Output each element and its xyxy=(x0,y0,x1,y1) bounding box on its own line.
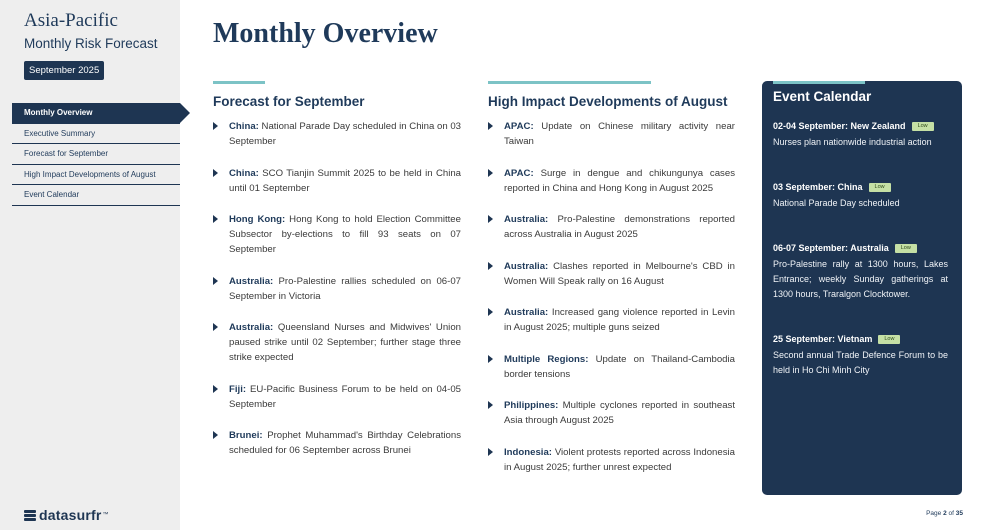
risk-level-badge: Low xyxy=(895,244,917,253)
list-item xyxy=(488,305,735,335)
calendar-event xyxy=(773,243,948,302)
event-description: National Parade Day scheduled xyxy=(773,198,900,208)
nav-item-event-calendar[interactable]: Event Calendar xyxy=(12,185,180,206)
risk-level-badge: Low xyxy=(869,183,891,192)
forecast-list xyxy=(213,119,461,458)
item-text: SCO Tianjin Summit 2025 to be held in China until 01 September xyxy=(229,167,462,194)
list-item xyxy=(213,428,461,458)
accent-bar xyxy=(488,81,651,84)
bullet-arrow-icon xyxy=(213,385,218,393)
bullet-arrow-icon xyxy=(488,308,493,316)
risk-level-badge: Low xyxy=(878,335,900,344)
risk-level-badge: Low xyxy=(912,122,934,131)
item-text: Clashes reported in Melbourne's CBD in Women Will Speak rally on 16 August xyxy=(504,260,735,287)
item-text: Prophet Muhammad's Birthday Celebrations scheduled for 06 September across Brunei xyxy=(229,430,461,456)
sidebar-nav xyxy=(12,103,180,206)
event-date-row xyxy=(773,182,948,192)
item-region: Multiple Regions: xyxy=(504,353,589,365)
item-text: Increased gang violence reported in Levin in August 2025; multiple guns seized xyxy=(504,307,735,333)
accent-bar xyxy=(213,81,265,84)
event-description: Nurses plan nationwide industrial action xyxy=(773,137,932,147)
page-number-prefix: Page xyxy=(926,510,942,517)
item-text: EU-Pacific Business Forum to be held on 04-05 September xyxy=(229,383,461,410)
bullet-arrow-icon xyxy=(488,169,493,177)
item-region: Australia: xyxy=(504,307,549,318)
calendar-event xyxy=(773,182,948,211)
event-date-row xyxy=(773,243,948,253)
logo-trademark: ™ xyxy=(102,512,109,518)
event-description: Pro-Palestine rally at 1300 hours, Lakes Entrance; weekly Sunday gatherings at 1300 hours, Traralgon Clocktower. xyxy=(773,259,948,299)
bullet-arrow-icon xyxy=(213,431,218,439)
high-impact-list xyxy=(488,119,735,475)
logo-text: datasurfr xyxy=(39,507,102,523)
bullet-arrow-icon xyxy=(213,215,218,223)
calendar-event xyxy=(773,334,948,378)
item-region: APAC: xyxy=(504,167,534,179)
event-date: 03 September: China xyxy=(773,182,863,192)
nav-item-executive-summary[interactable]: Executive Summary xyxy=(12,124,180,145)
forecast-section xyxy=(213,81,461,475)
list-item xyxy=(213,166,461,196)
calendar-event xyxy=(773,121,948,150)
nav-item-forecast[interactable]: Forecast for September xyxy=(12,144,180,165)
event-date: 25 September: Vietnam xyxy=(773,334,873,344)
item-region: China: xyxy=(229,167,259,179)
list-item xyxy=(213,119,461,149)
item-text: Update on Thailand-Cambodia border tensions xyxy=(504,353,735,380)
item-text: Hong Kong to hold Election Committee Subsector by-elections to fill 93 seats on 07 September xyxy=(229,214,461,255)
bullet-arrow-icon xyxy=(488,262,493,270)
item-region: Australia: xyxy=(229,275,274,287)
item-region: Hong Kong: xyxy=(229,214,286,225)
bullet-arrow-icon xyxy=(213,277,218,285)
list-item xyxy=(213,382,461,412)
accent-bar xyxy=(773,81,865,84)
event-date: 02-04 September: New Zealand xyxy=(773,121,906,131)
event-date-row xyxy=(773,334,948,344)
nav-item-monthly-overview[interactable]: Monthly Overview xyxy=(12,103,180,124)
item-region: Australia: xyxy=(504,214,549,225)
page-number-current: 2 xyxy=(943,510,947,517)
list-item xyxy=(488,352,735,382)
item-text: Queensland Nurses and Midwives' Union paused strike until 02 September; further stage three strike expected xyxy=(229,322,461,363)
list-item xyxy=(488,119,735,149)
bullet-arrow-icon xyxy=(213,323,218,331)
bullet-arrow-icon xyxy=(213,122,218,130)
item-region: Philippines: xyxy=(504,400,559,411)
high-impact-section xyxy=(488,81,735,491)
item-text: Multiple cyclones reported in southeast Asia through August 2025 xyxy=(504,400,735,426)
item-region: Brunei: xyxy=(229,430,263,441)
forecast-heading: Forecast for September xyxy=(213,94,365,109)
list-item xyxy=(213,274,461,304)
item-region: Fiji: xyxy=(229,383,247,395)
item-region: APAC: xyxy=(504,121,534,132)
bullet-arrow-icon xyxy=(488,122,493,130)
list-item xyxy=(213,320,461,365)
item-text: Pro-Palestine rallies scheduled on 06-07 September in Victoria xyxy=(229,275,461,302)
event-calendar-panel xyxy=(762,81,962,495)
item-region: China: xyxy=(229,121,259,132)
high-impact-heading: High Impact Developments of August xyxy=(488,94,728,109)
item-text: Violent protests reported across Indonesia in August 2025; further unrest expected xyxy=(504,446,735,473)
bullet-arrow-icon xyxy=(488,401,493,409)
bullet-arrow-icon xyxy=(213,169,218,177)
sidebar xyxy=(0,0,180,530)
list-item xyxy=(213,212,461,257)
list-item xyxy=(488,445,735,475)
list-item xyxy=(488,398,735,428)
page-number xyxy=(926,510,963,517)
bullet-arrow-icon xyxy=(488,448,493,456)
report-region-title: Asia-Pacific xyxy=(24,10,118,31)
page-number-total: 35 xyxy=(955,510,963,517)
item-region: Australia: xyxy=(229,322,274,333)
item-text: Pro-Palestine demonstrations reported across Australia in August 2025 xyxy=(504,214,735,240)
bullet-arrow-icon xyxy=(488,355,493,363)
page-title: Monthly Overview xyxy=(213,18,438,49)
item-text: Update on Chinese military activity near Taiwan xyxy=(504,121,735,147)
item-text: National Parade Day scheduled in China on 03 September xyxy=(229,121,461,147)
event-date: 06-07 September: Australia xyxy=(773,243,889,253)
nav-item-high-impact[interactable]: High Impact Developments of August xyxy=(12,165,180,186)
list-item xyxy=(488,259,735,289)
bullet-arrow-icon xyxy=(488,215,493,223)
list-item xyxy=(488,212,735,242)
logo-mark-icon xyxy=(24,509,36,521)
event-date-row xyxy=(773,121,948,131)
page-number-sep: of xyxy=(948,510,954,517)
event-calendar-title: Event Calendar xyxy=(773,89,872,104)
date-badge: September 2025 xyxy=(24,61,104,80)
item-text: Surge in dengue and chikungunya cases reported in China and Hong Kong in August 2025 xyxy=(504,167,735,194)
item-region: Indonesia: xyxy=(504,446,552,458)
report-subtitle: Monthly Risk Forecast xyxy=(24,36,158,51)
event-description: Second annual Trade Defence Forum to be held in Ho Chi Minh City xyxy=(773,350,948,375)
datasurfr-logo xyxy=(24,507,109,523)
list-item xyxy=(488,166,735,196)
item-region: Australia: xyxy=(504,260,549,272)
